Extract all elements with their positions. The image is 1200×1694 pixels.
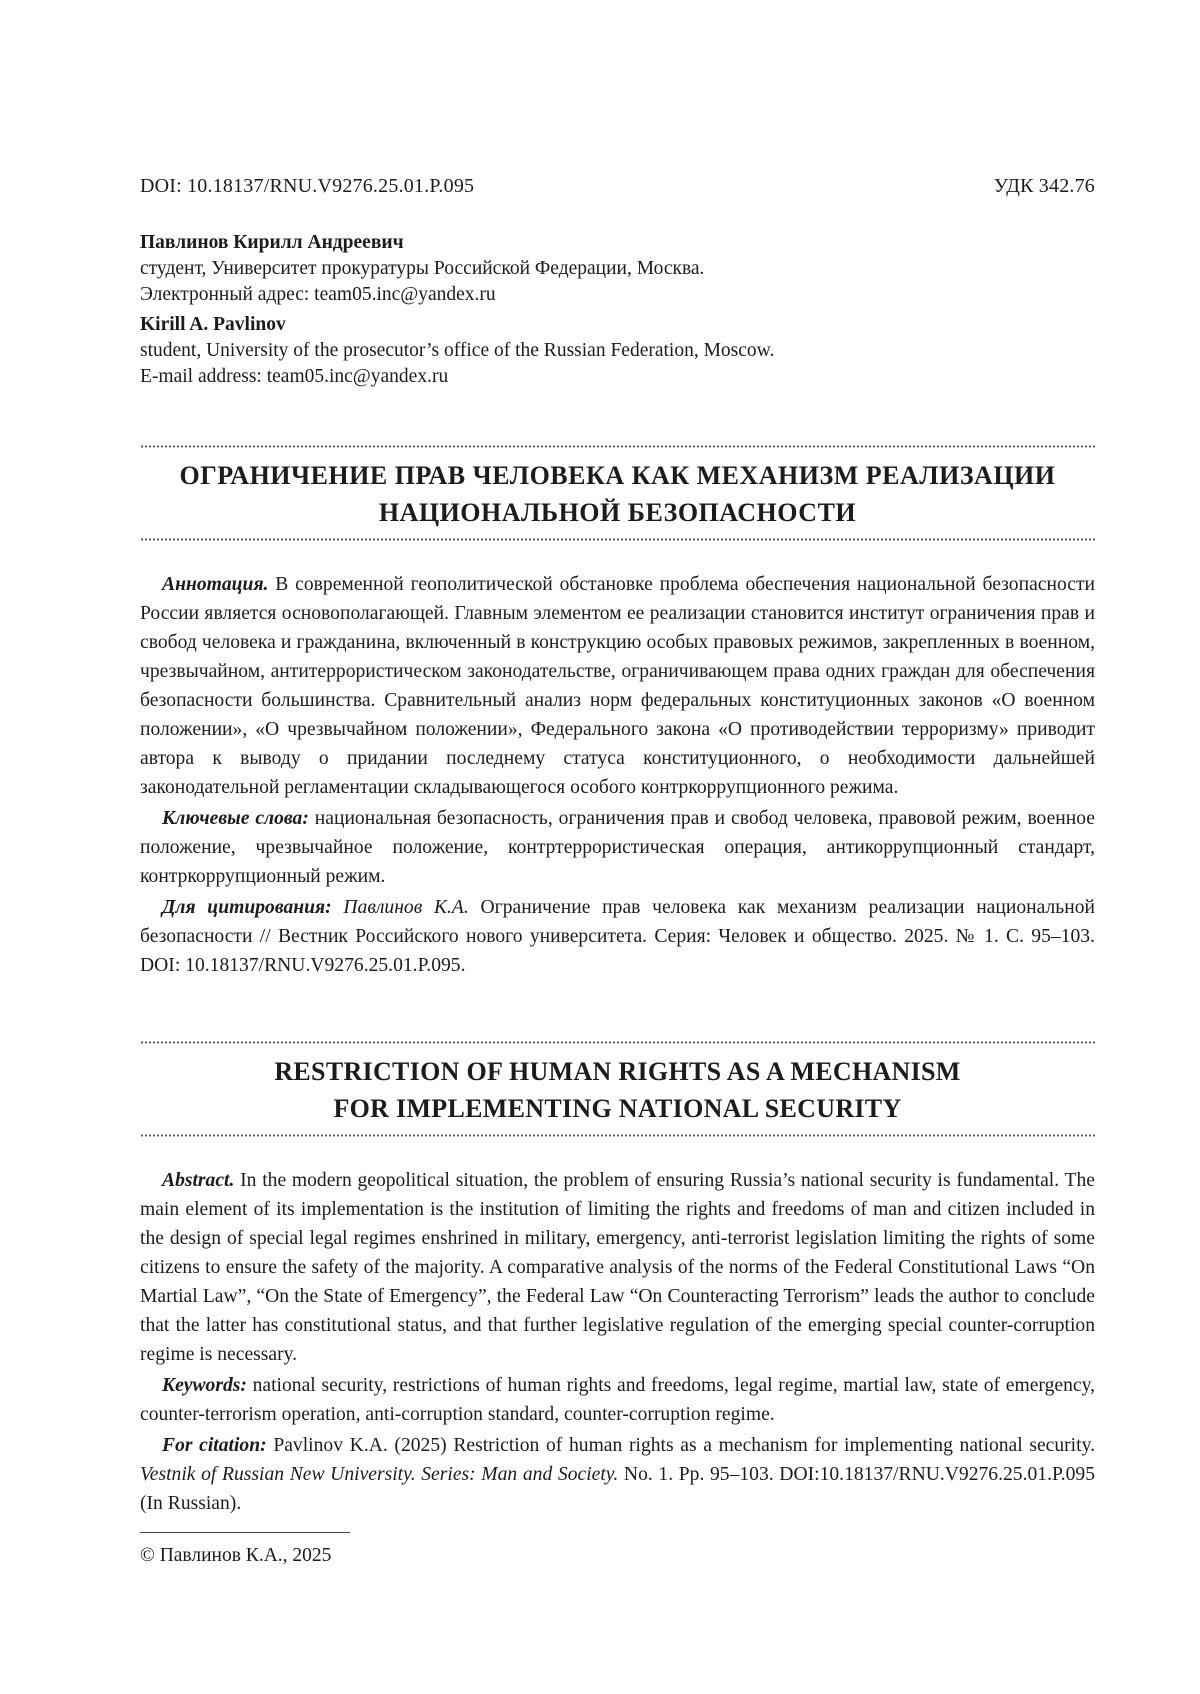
udk: УДК 342.76 — [993, 175, 1095, 197]
citation-en-journal: Vestnik of Russian New University. Series: Man and Society. — [140, 1464, 619, 1485]
dotted-divider — [140, 1133, 1095, 1138]
keywords-ru — [140, 804, 1095, 891]
citation-en — [140, 1431, 1095, 1518]
author-email-en: E-mail address: team05.inc@yandex.ru — [140, 366, 449, 387]
author-name-en: Kirill A. Pavlinov — [140, 314, 286, 335]
author-affiliation-ru: студент, Университет прокуратуры Российской Федерации, Москва. — [140, 258, 705, 279]
abstract-en-text: In the modern geopolitical situation, the problem of ensuring Russia’s national security is fundamental. The main element of its implementation is the institution of limiting the rights and freedoms of man and citizen included in the design of special legal regimes enshrined in military, emergency, anti-terrorist legislation limiting the rights of some citizens to ensure the safety of the majority. A comparative analysis of the norms of the Federal Constitutional Laws “On Martial Law”, “On the State of Emergency”, the Federal Law “On Counteracting Terrorism” leads the author to conclude that the latter has constitutional status, and that further legislative regulation of the emerging special counter-corruption regime is necessary. — [140, 1170, 1095, 1365]
title-ru-line-2: НАЦИОНАЛЬНОЙ БЕЗОПАСНОСТИ — [378, 498, 857, 527]
citation-en-text-2: No. 1. Pp. 95–103. DOI:10.18137/RNU.V9276.25.01.P.095 (In Russian). — [140, 1464, 1095, 1514]
citation-en-text-1: Pavlinov K.A. (2025) Restriction of human rights as a mechanism for implementing national security. — [266, 1435, 1095, 1456]
header-line — [140, 172, 1095, 200]
keywords-en-label: Keywords: — [162, 1375, 247, 1396]
dotted-divider — [140, 537, 1095, 542]
author-email-ru: Электронный адрес: team05.inc@yandex.ru — [140, 284, 496, 305]
title-en-line-1: RESTRICTION OF HUMAN RIGHTS AS A MECHANISM — [274, 1057, 961, 1086]
author-block — [140, 230, 1095, 390]
keywords-ru-text: национальная безопасность, ограничения прав и свобод человека, правовой режим, военное положение, чрезвычайное положение, контртеррористическая операция, антикоррупционный стандарт, контркоррупционный режим. — [140, 808, 1095, 887]
abstract-ru-block — [140, 570, 1095, 980]
abstract-en — [140, 1166, 1095, 1369]
keywords-en — [140, 1371, 1095, 1429]
title-ru-line-1: ОГРАНИЧЕНИЕ ПРАВ ЧЕЛОВЕКА КАК МЕХАНИЗМ РЕАЛИЗАЦИИ — [179, 461, 1056, 490]
citation-ru — [140, 893, 1095, 980]
doi: DOI: 10.18137/RNU.V9276.25.01.P.095 — [140, 175, 475, 197]
title-ru — [140, 449, 1095, 537]
author-name-ru: Павлинов Кирилл Андреевич — [140, 232, 404, 253]
abstract-ru — [140, 570, 1095, 802]
title-en-line-2: FOR IMPLEMENTING NATIONAL SECURITY — [333, 1094, 902, 1123]
title-en — [140, 1045, 1095, 1133]
abstract-en-label: Abstract. — [162, 1170, 235, 1191]
citation-ru-author: Павлинов К.А. — [331, 897, 469, 918]
abstract-ru-text: В современной геополитической обстановке проблема обеспечения национальной безопасности России является основополагающей. Главным элементом ее реализации становится институт ограничения прав и свобод человека и гражданина, включенный в конструкцию особых правовых режимов, закрепленных в военном, чрезвычайном, антитеррористическом законодательстве, ограничивающем права одних граждан для обеспечения безопасности большинства. Сравнительный анализ норм федеральных конституционных законов «О военном положении», «О чрезвычайном положении», Федерального закона «О противодействии терроризму» приводит автора к выводу о придании последнему статуса конституционного, о необходимости дальнейшей законодательной регламентации складывающегося особого контркоррупционного режима. — [140, 574, 1095, 798]
abstract-en-block — [140, 1166, 1095, 1518]
keywords-ru-label: Ключевые слова: — [162, 808, 309, 829]
footnote-divider — [140, 1532, 350, 1533]
citation-ru-text: Ограничение прав человека как механизм реализации национальной безопасности // Вестник Российского нового университета. Серия: Человек и общество. 2025. № 1. С. 95–103. DOI: 10.18137/RNU.V9276.25.01.P.095. — [140, 897, 1095, 976]
citation-en-label: For citation: — [162, 1435, 267, 1456]
copyright: © Павлинов К.А., 2025 — [140, 1545, 332, 1566]
citation-ru-label: Для цитирования: — [162, 897, 332, 918]
keywords-en-text: national security, restrictions of human rights and freedoms, legal regime, martial law, state of emergency, counter-terrorism operation, anti-corruption standard, counter-corruption regime. — [140, 1375, 1095, 1425]
abstract-ru-label: Аннотация. — [162, 574, 269, 595]
author-affiliation-en: student, University of the prosecutor’s office of the Russian Federation, Moscow. — [140, 340, 775, 361]
